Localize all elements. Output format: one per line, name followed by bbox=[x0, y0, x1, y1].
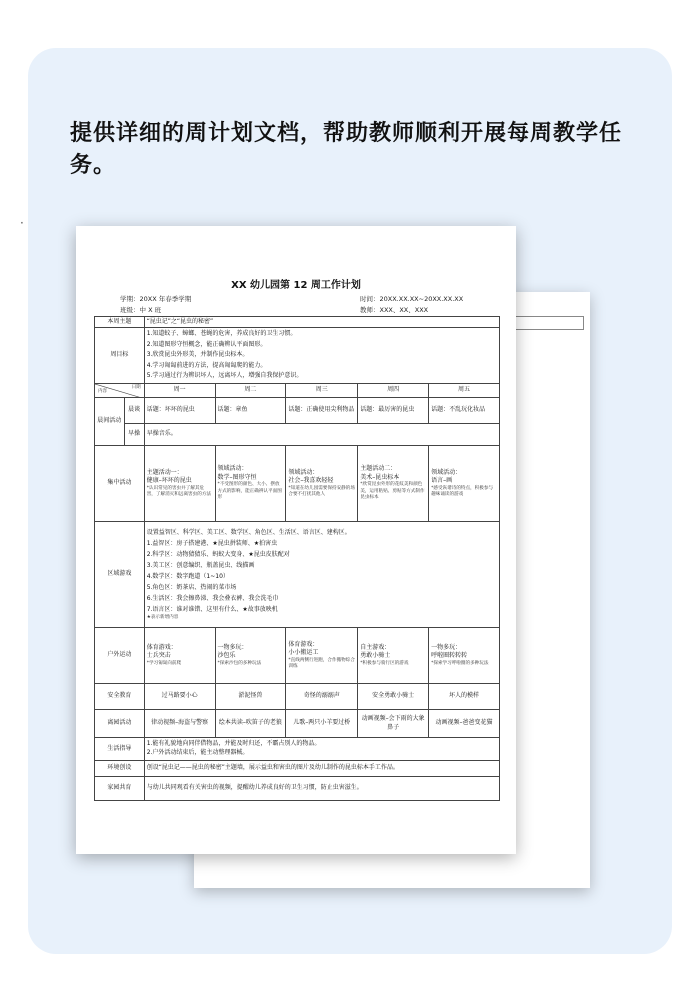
outdoor-type: 一物多玩： bbox=[431, 643, 462, 651]
outdoor-cell bbox=[144, 628, 215, 684]
outdoor-title: 小小搬运工 bbox=[288, 649, 319, 657]
outdoor-type: 一物多玩： bbox=[217, 643, 248, 651]
safety-cell: 安全勇敢小骑士 bbox=[358, 684, 429, 710]
focus-note: *知道在幼儿园需要保持安静的场合要不打扰其他人 bbox=[288, 485, 355, 498]
goals-row bbox=[95, 328, 500, 384]
focus-title: 社会–我喜欢轻轻 bbox=[288, 477, 334, 485]
focus-cell bbox=[286, 446, 358, 522]
focus-type: 主题活动一： bbox=[146, 468, 183, 476]
outdoor-title: 沙包乐 bbox=[217, 652, 236, 660]
theme-label: 本周主题 bbox=[95, 317, 145, 328]
day-header-row bbox=[95, 384, 500, 398]
focus-type: 领域活动： bbox=[288, 468, 319, 476]
outdoor-row bbox=[95, 628, 500, 684]
area-list bbox=[144, 522, 499, 628]
plan-table bbox=[94, 316, 500, 801]
front-page bbox=[76, 226, 516, 854]
area-item: 5.角色区：奶茶店、热闹的菜市场 bbox=[146, 584, 237, 592]
leave-cell: 动画视频–会下雨的大象鼻子 bbox=[358, 710, 429, 738]
outdoor-type: 体育游戏： bbox=[146, 643, 177, 651]
outdoor-label: 户外运动 bbox=[95, 628, 145, 684]
focus-cell bbox=[358, 446, 429, 522]
env-label: 环境创设 bbox=[95, 761, 145, 777]
home-row bbox=[95, 777, 500, 801]
focus-row bbox=[95, 446, 500, 522]
area-item: 7.语言区：谁对谁错、这里有什么、★故事放映机 bbox=[146, 606, 278, 614]
corner-cell bbox=[95, 384, 145, 398]
outdoor-note: *学习匍匐向前爬 bbox=[146, 660, 182, 666]
focus-label: 集中活动 bbox=[95, 446, 145, 522]
morning-talk-cell: 话题：最厉害的昆虫 bbox=[358, 398, 429, 424]
life-row bbox=[95, 738, 500, 761]
focus-type: 主题活动二： bbox=[360, 465, 397, 473]
doc-title: XX 幼儿园第 12 周工作计划 bbox=[231, 280, 361, 291]
morning-exercise-label: 早操 bbox=[124, 424, 144, 446]
env-value: 创设“昆虫记——昆虫的秘密”主题墙，展示益虫和害虫的图片及幼儿制作的昆虫标本手工作品。 bbox=[144, 761, 499, 777]
area-item: 4.数学区：数字跑道（1~10） bbox=[146, 573, 229, 581]
goals-list bbox=[144, 328, 499, 384]
day-header: 周二 bbox=[215, 384, 286, 398]
theme-row bbox=[95, 317, 500, 328]
area-footnote: ★表示新增内容 bbox=[146, 615, 179, 621]
leave-cell: 儿歌–两只小羊要过桥 bbox=[286, 710, 358, 738]
focus-cell bbox=[429, 446, 500, 522]
area-item: 2.科学区：动物猜猜乐、蚂蚁大变身、★昆虫皮肤配对 bbox=[146, 551, 290, 559]
corner-top-label: 日期 bbox=[131, 385, 141, 390]
goal-item: 4.学习匍匐前进的方法，提高匍匐爬的能力。 bbox=[146, 361, 267, 369]
morning-exercise-row bbox=[95, 424, 500, 446]
time: 时间：20XX.XX.XX~20XX.XX.XX bbox=[360, 295, 464, 303]
leave-label: 离园活动 bbox=[95, 710, 145, 738]
area-item: 设置益智区、科学区、美工区、数学区、角色区、生活区、语言区、建构区。 bbox=[146, 529, 351, 537]
life-list bbox=[144, 738, 499, 761]
env-row bbox=[95, 761, 500, 777]
day-header: 周五 bbox=[429, 384, 500, 398]
home-value: 与幼儿共同观看有关害虫的视频，提醒幼儿养成良好的卫生习惯，防止虫害滋生。 bbox=[144, 777, 499, 801]
goal-item: 2.知道图形守恒概念，能正确辨认平面图形。 bbox=[146, 340, 267, 348]
focus-type: 领域活动： bbox=[217, 465, 248, 473]
life-label: 生活指导 bbox=[95, 738, 145, 761]
goal-item: 1.知道蚊子、蟑螂、苍蝇的危害，养成良好的卫生习惯。 bbox=[146, 330, 297, 338]
leave-cell: 律动视频–海盗与警察 bbox=[144, 710, 215, 738]
focus-type: 领域活动： bbox=[431, 468, 462, 476]
goals-label: 周目标 bbox=[95, 328, 145, 384]
area-item: 3.美工区：创意编织、瓶盖昆虫、线描画 bbox=[146, 562, 255, 570]
outdoor-cell bbox=[215, 628, 286, 684]
morning-talk-cell: 话题：正确使用尖利物品 bbox=[286, 398, 358, 424]
area-item: 6.生活区：我会擦鼻涕、我会叠衣裤、我会洗毛巾 bbox=[146, 595, 279, 603]
area-item: 1.益智区：房子搭建港、★昆虫拼装师、★拍害虫 bbox=[146, 540, 278, 548]
goal-item: 3.欣赏昆虫外形美，并制作昆虫标本。 bbox=[146, 351, 249, 359]
theme-value: “昆虫记”之“昆虫的秘密” bbox=[144, 317, 499, 328]
safety-cell: 淤泥怪兽 bbox=[215, 684, 286, 710]
outdoor-title: 勇敢小骑士 bbox=[360, 652, 391, 660]
outdoor-title: 呼啦圈转转转 bbox=[431, 652, 468, 660]
focus-note: *感受诙谐诗的特点，积极参与趣味诵读的游戏 bbox=[431, 485, 494, 498]
safety-cell: 坏人的模样 bbox=[429, 684, 500, 710]
focus-cell bbox=[144, 446, 215, 522]
day-header: 周三 bbox=[286, 384, 358, 398]
outdoor-cell bbox=[286, 628, 358, 684]
focus-title: 美术–昆虫标本 bbox=[360, 473, 400, 481]
morning-talk-cell: 话题：章鱼 bbox=[215, 398, 286, 424]
home-label: 家园共育 bbox=[95, 777, 145, 801]
focus-cell bbox=[215, 446, 286, 522]
headline: 提供详细的周计划文档，帮助教师顺利开展每周教学任务。 bbox=[70, 121, 623, 178]
life-item: 2.户外活动结束后，能主动整理器械。 bbox=[146, 749, 249, 756]
outdoor-note: *探索学习呼啦圈的多种玩法 bbox=[431, 660, 489, 666]
focus-note: *欣赏昆虫外形的花纹美和颜色美，运用粘贴、剪贴等方式制作昆虫标本 bbox=[360, 482, 425, 501]
outdoor-cell bbox=[429, 628, 500, 684]
focus-note: *认识常见的害虫并了解其危害，了解消灭和远离害虫的方法 bbox=[146, 485, 212, 498]
morning-talk-cell: 话题：不乱玩化妆品 bbox=[429, 398, 500, 424]
leave-row bbox=[95, 710, 500, 738]
goal-item: 5.学习通过行为辨识坏人，远离坏人，增强自我保护意识。 bbox=[146, 372, 303, 380]
outdoor-title: 士兵突击 bbox=[146, 652, 171, 660]
morning-talk-row bbox=[95, 398, 500, 424]
safety-cell: 过马路要小心 bbox=[144, 684, 215, 710]
area-row bbox=[95, 522, 500, 628]
morning-talk-cell: 话题：坏坏的昆虫 bbox=[144, 398, 215, 424]
focus-note: *不受图形的颜色、大小、摆放方式的影响，能正确辨认平面图形 bbox=[217, 482, 282, 501]
morning-exercise-value: 早操音乐。 bbox=[144, 424, 499, 446]
life-item: 1.能有礼貌地向同伴借物品，并能及时归还，不霸占别人的物品。 bbox=[146, 740, 321, 748]
outdoor-note: *直线两侧行进跑，合作搬物综合训练 bbox=[288, 657, 355, 670]
area-label: 区域游戏 bbox=[95, 522, 145, 628]
morning-group-label: 晨间活动 bbox=[95, 398, 125, 446]
semester: 学期：20XX 年春季学期 bbox=[120, 295, 192, 303]
focus-title: 健康–坏坏的昆虫 bbox=[146, 477, 192, 485]
morning-talk-label: 晨谈 bbox=[124, 398, 144, 424]
teachers: 教师：XXX、XX、XXX bbox=[360, 306, 429, 314]
outdoor-cell bbox=[358, 628, 429, 684]
dot-mark: · bbox=[20, 216, 24, 230]
safety-row bbox=[95, 684, 500, 710]
outdoor-type: 体育游戏： bbox=[288, 640, 319, 648]
outdoor-type: 自主游戏： bbox=[360, 643, 391, 651]
day-header: 周四 bbox=[358, 384, 429, 398]
corner-bottom-label: 内容 bbox=[98, 389, 107, 395]
class: 班级：中 X 班 bbox=[120, 306, 162, 314]
outdoor-note: *积极参与骑行区的游戏 bbox=[360, 660, 409, 666]
outdoor-note: *探索沙包的多种玩法 bbox=[217, 660, 262, 666]
safety-cell: 奇怪的溺溺声 bbox=[286, 684, 358, 710]
leave-cell: 绘本共读–吹笛子的老狼 bbox=[215, 710, 286, 738]
leave-cell: 动画视频–爸爸变花猫 bbox=[429, 710, 500, 738]
focus-title: 语言–画 bbox=[431, 477, 453, 485]
focus-title: 数学–图形守恒 bbox=[217, 473, 257, 481]
day-header: 周一 bbox=[144, 384, 215, 398]
safety-label: 安全教育 bbox=[95, 684, 145, 710]
